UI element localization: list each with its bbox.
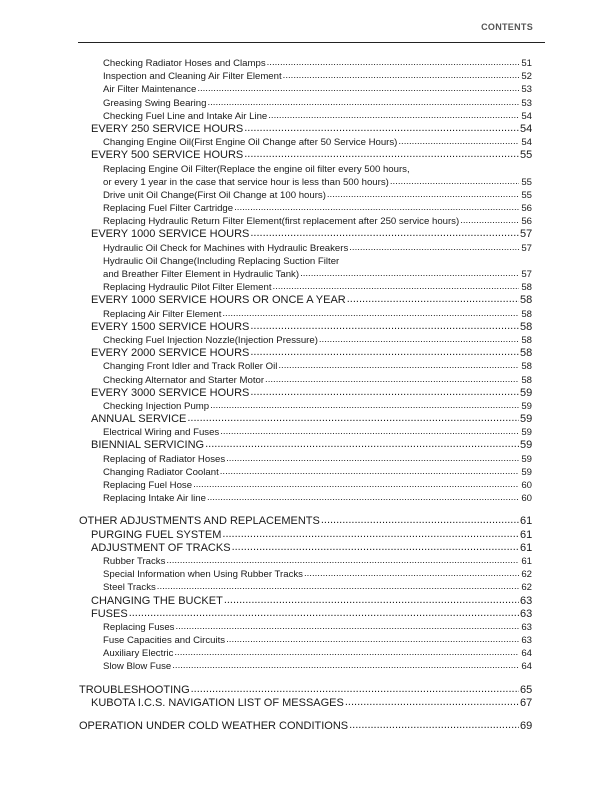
toc-entry-label: Replacing of Radiator Hoses (103, 453, 226, 465)
toc-page-number: 64 (521, 648, 532, 660)
dot-leader (390, 175, 519, 188)
dot-leader (157, 580, 519, 593)
toc-entry-label: Changing Engine Oil(First Engine Oil Change after 50 Service Hours) (103, 137, 398, 149)
toc-page-number: 56 (521, 203, 532, 215)
dot-leader (193, 478, 519, 491)
dot-leader (349, 241, 519, 254)
dot-leader (250, 227, 519, 240)
toc-entry-label: Inspection and Cleaning Air Filter Element (103, 71, 282, 83)
toc-entry-section[interactable] (0, 684, 611, 697)
toc-entry-label: BIENNIAL SERVICING (91, 439, 205, 452)
toc-entry-label: EVERY 500 SERVICE HOURS (91, 149, 244, 162)
toc-entry-label: Special Information when Using Rubber Tracks (103, 569, 303, 581)
toc-entry-label: Rubber Tracks (103, 555, 166, 567)
toc-page-number: 61 (520, 528, 533, 541)
toc-entry-label: CHANGING THE BUCKET (91, 594, 223, 607)
dot-leader (349, 719, 519, 732)
toc-page-number: 55 (521, 176, 532, 188)
toc-entry-label: Replacing Intake Air line (103, 493, 206, 505)
dot-leader (172, 659, 519, 672)
toc-entry-label: Steel Tracks (103, 582, 156, 594)
toc-page-number: 56 (521, 216, 532, 228)
toc-entry-group[interactable] (0, 228, 611, 241)
toc-entry-item[interactable] (0, 242, 611, 255)
toc-page-number: 69 (520, 720, 533, 732)
toc-page-number: 54 (521, 110, 532, 122)
toc-entry-section[interactable] (0, 720, 611, 733)
toc-page-number: 52 (521, 71, 532, 83)
toc-page-number: 51 (521, 58, 532, 69)
dot-leader (265, 373, 519, 386)
toc-entry-label: Replacing Hydraulic Return Filter Element(first replacement after 250 service hours) (103, 216, 460, 228)
toc-entry-label: Drive unit Oil Change(First Oil Change at 100 hours) (103, 189, 326, 201)
dot-leader (319, 333, 519, 346)
dot-leader (226, 452, 519, 465)
toc-entry-label: Checking Fuel Line and Intake Air Line (103, 110, 268, 122)
toc-page-number: 58 (520, 320, 533, 333)
toc-page-number: 65 (520, 683, 533, 696)
toc-page-number: 59 (520, 386, 533, 399)
toc-entry-label: FUSES (91, 607, 128, 620)
toc-entry-label: Electrical Wiring and Fuses (103, 427, 220, 439)
toc-page-number: 53 (521, 84, 532, 96)
toc-page-number: 59 (521, 400, 532, 412)
dot-leader (347, 293, 519, 306)
toc-entry-label: Checking Injection Pump (103, 400, 210, 412)
toc-page-number: 58 (521, 374, 532, 386)
dot-leader (244, 148, 519, 161)
toc-entry-label: KUBOTA I.C.S. NAVIGATION LIST OF MESSAGES (91, 696, 344, 709)
dot-leader (174, 646, 519, 659)
dot-leader (300, 267, 519, 280)
section-gap (0, 505, 611, 515)
toc-entry-item[interactable] (0, 163, 611, 176)
toc-page-number: 63 (520, 594, 533, 607)
dot-leader (205, 438, 519, 451)
toc-entry-label: Changing Front Idler and Track Roller Oil (103, 361, 278, 373)
toc-page-number: 60 (521, 493, 532, 505)
toc-entry-label: Replacing Fuel Filter Cartridge (103, 203, 234, 215)
toc-entry-item[interactable] (0, 492, 611, 505)
toc-entry-label: Changing Radiator Coolant (103, 466, 219, 478)
dot-leader (222, 528, 519, 541)
toc-page-number: 55 (520, 149, 533, 162)
table-of-contents (0, 57, 611, 733)
dot-leader (250, 320, 519, 333)
dot-leader (166, 554, 519, 567)
dot-leader (220, 465, 519, 478)
toc-page-number: 58 (520, 347, 533, 360)
toc-entry-label: Greasing Swing Bearing (103, 97, 207, 109)
dot-leader (244, 122, 519, 135)
toc-page-number: 64 (521, 661, 532, 673)
toc-entry-group[interactable] (0, 321, 611, 334)
running-header-title: CONTENTS (481, 22, 533, 32)
toc-page-number: 63 (521, 621, 532, 633)
toc-page-number: 67 (520, 696, 533, 709)
toc-page-number: 61 (520, 541, 533, 554)
toc-page-number: 57 (521, 269, 532, 280)
dot-leader (250, 346, 519, 359)
toc-page-number: 58 (520, 294, 533, 307)
toc-entry-label: Checking Alternator and Starter Motor (103, 374, 265, 386)
dot-leader (345, 696, 519, 709)
dot-leader (278, 359, 519, 372)
toc-entry-label: Replacing Fuel Hose (103, 480, 193, 491)
toc-page-number: 59 (521, 466, 532, 478)
toc-entry-label: Checking Fuel Injection Nozzle(Injection Pressure) (103, 334, 318, 346)
toc-entry-label: ADJUSTMENT OF TRACKS (91, 541, 231, 554)
toc-entry-label: Hydraulic Oil Check for Machines with Hydraulic Breakers (103, 242, 349, 254)
toc-page-number: 63 (520, 607, 533, 620)
toc-entry-label: TROUBLESHOOTING (79, 683, 190, 696)
toc-entry-label: Slow Blow Fuse (103, 661, 172, 673)
toc-page-number: 55 (521, 189, 532, 201)
dot-leader (321, 514, 519, 527)
toc-entry-label: EVERY 1500 SERVICE HOURS (91, 320, 250, 333)
dot-leader (304, 567, 519, 580)
dot-leader (175, 620, 519, 633)
toc-entry-group[interactable] (0, 149, 611, 162)
toc-page-number: 59 (520, 413, 533, 426)
dot-leader (460, 214, 519, 227)
toc-entry-item[interactable] (0, 281, 611, 294)
dot-leader (187, 412, 519, 425)
dot-leader (234, 201, 519, 214)
toc-page-number: 62 (521, 569, 532, 581)
toc-entry-label: Air Filter Maintenance (103, 84, 197, 96)
dot-leader (250, 386, 519, 399)
toc-entry-label: Replacing Fuses (103, 621, 175, 633)
toc-entry-label: EVERY 2000 SERVICE HOURS (91, 347, 250, 360)
toc-entry-label: EVERY 3000 SERVICE HOURS (91, 386, 250, 399)
toc-entry-label: or every 1 year in the case that service hour is less than 500 hours) (103, 176, 389, 188)
toc-entry-label: Checking Radiator Hoses and Clamps (103, 58, 266, 69)
toc-entry-label: Fuse Capacities and Circuits (103, 635, 226, 647)
toc-entry-label: ANNUAL SERVICE (91, 413, 187, 426)
toc-page-number: 60 (521, 480, 532, 491)
toc-page-number: 58 (521, 334, 532, 346)
toc-entry-item[interactable] (0, 202, 611, 215)
toc-entry-item[interactable] (0, 660, 611, 673)
toc-entry-group[interactable] (0, 123, 611, 136)
toc-page-number: 58 (521, 361, 532, 373)
dot-leader (283, 69, 519, 82)
header-rule (78, 42, 545, 43)
toc-page-number: 61 (521, 555, 532, 567)
toc-entry-label: Replacing Hydraulic Pilot Filter Element (103, 282, 272, 294)
dot-leader (191, 683, 519, 696)
dot-leader (207, 96, 519, 109)
toc-entry-label: EVERY 1000 SERVICE HOURS (91, 228, 250, 241)
toc-entry-label: and Breather Filter Element in Hydraulic Tank) (103, 269, 300, 280)
toc-page-number: 59 (521, 453, 532, 465)
dot-leader (268, 109, 519, 122)
toc-entry-label: Replacing Air Filter Element (103, 308, 222, 320)
toc-page-number: 57 (520, 228, 533, 241)
dot-leader (273, 280, 520, 293)
dot-leader (222, 307, 519, 320)
dot-leader (327, 188, 519, 201)
toc-entry-label: EVERY 250 SERVICE HOURS (91, 122, 244, 135)
dot-leader (220, 425, 519, 438)
toc-page-number: 58 (521, 308, 532, 320)
toc-entry-label: Auxiliary Electric (103, 648, 174, 660)
toc-page-number: 54 (521, 137, 532, 149)
dot-leader (224, 594, 519, 607)
dot-leader (197, 82, 519, 95)
toc-page-number: 54 (520, 122, 533, 135)
toc-entry-label: PURGING FUEL SYSTEM (91, 528, 222, 541)
dot-leader (398, 135, 519, 148)
toc-entry-label: Hydraulic Oil Change(Including Replacing Suction Filter (103, 255, 340, 267)
toc-entry-label: EVERY 1000 SERVICE HOURS OR ONCE A YEAR (91, 294, 346, 307)
toc-entry-label: Replacing Engine Oil Filter(Replace the engine oil filter every 500 hours, (103, 163, 410, 175)
toc-entry-group[interactable] (0, 697, 611, 710)
toc-entry-item[interactable] (0, 176, 611, 189)
dot-leader (232, 541, 519, 554)
toc-page-number: 59 (521, 427, 532, 439)
toc-entry-label: OPERATION UNDER COLD WEATHER CONDITIONS (79, 720, 349, 732)
section-gap (0, 710, 611, 720)
dot-leader (267, 56, 519, 69)
dot-leader (210, 399, 519, 412)
toc-page-number: 63 (521, 635, 532, 647)
dot-leader (129, 607, 519, 620)
toc-page-number: 57 (521, 242, 532, 254)
toc-page-number: 59 (520, 439, 533, 452)
toc-page-number: 61 (520, 515, 533, 528)
toc-page-number: 58 (521, 282, 532, 294)
toc-entry-label: OTHER ADJUSTMENTS AND REPLACEMENTS (79, 515, 320, 528)
dot-leader (226, 633, 519, 646)
toc-page-number: 62 (521, 582, 532, 594)
dot-leader (207, 491, 519, 504)
toc-page-number: 53 (521, 97, 532, 109)
